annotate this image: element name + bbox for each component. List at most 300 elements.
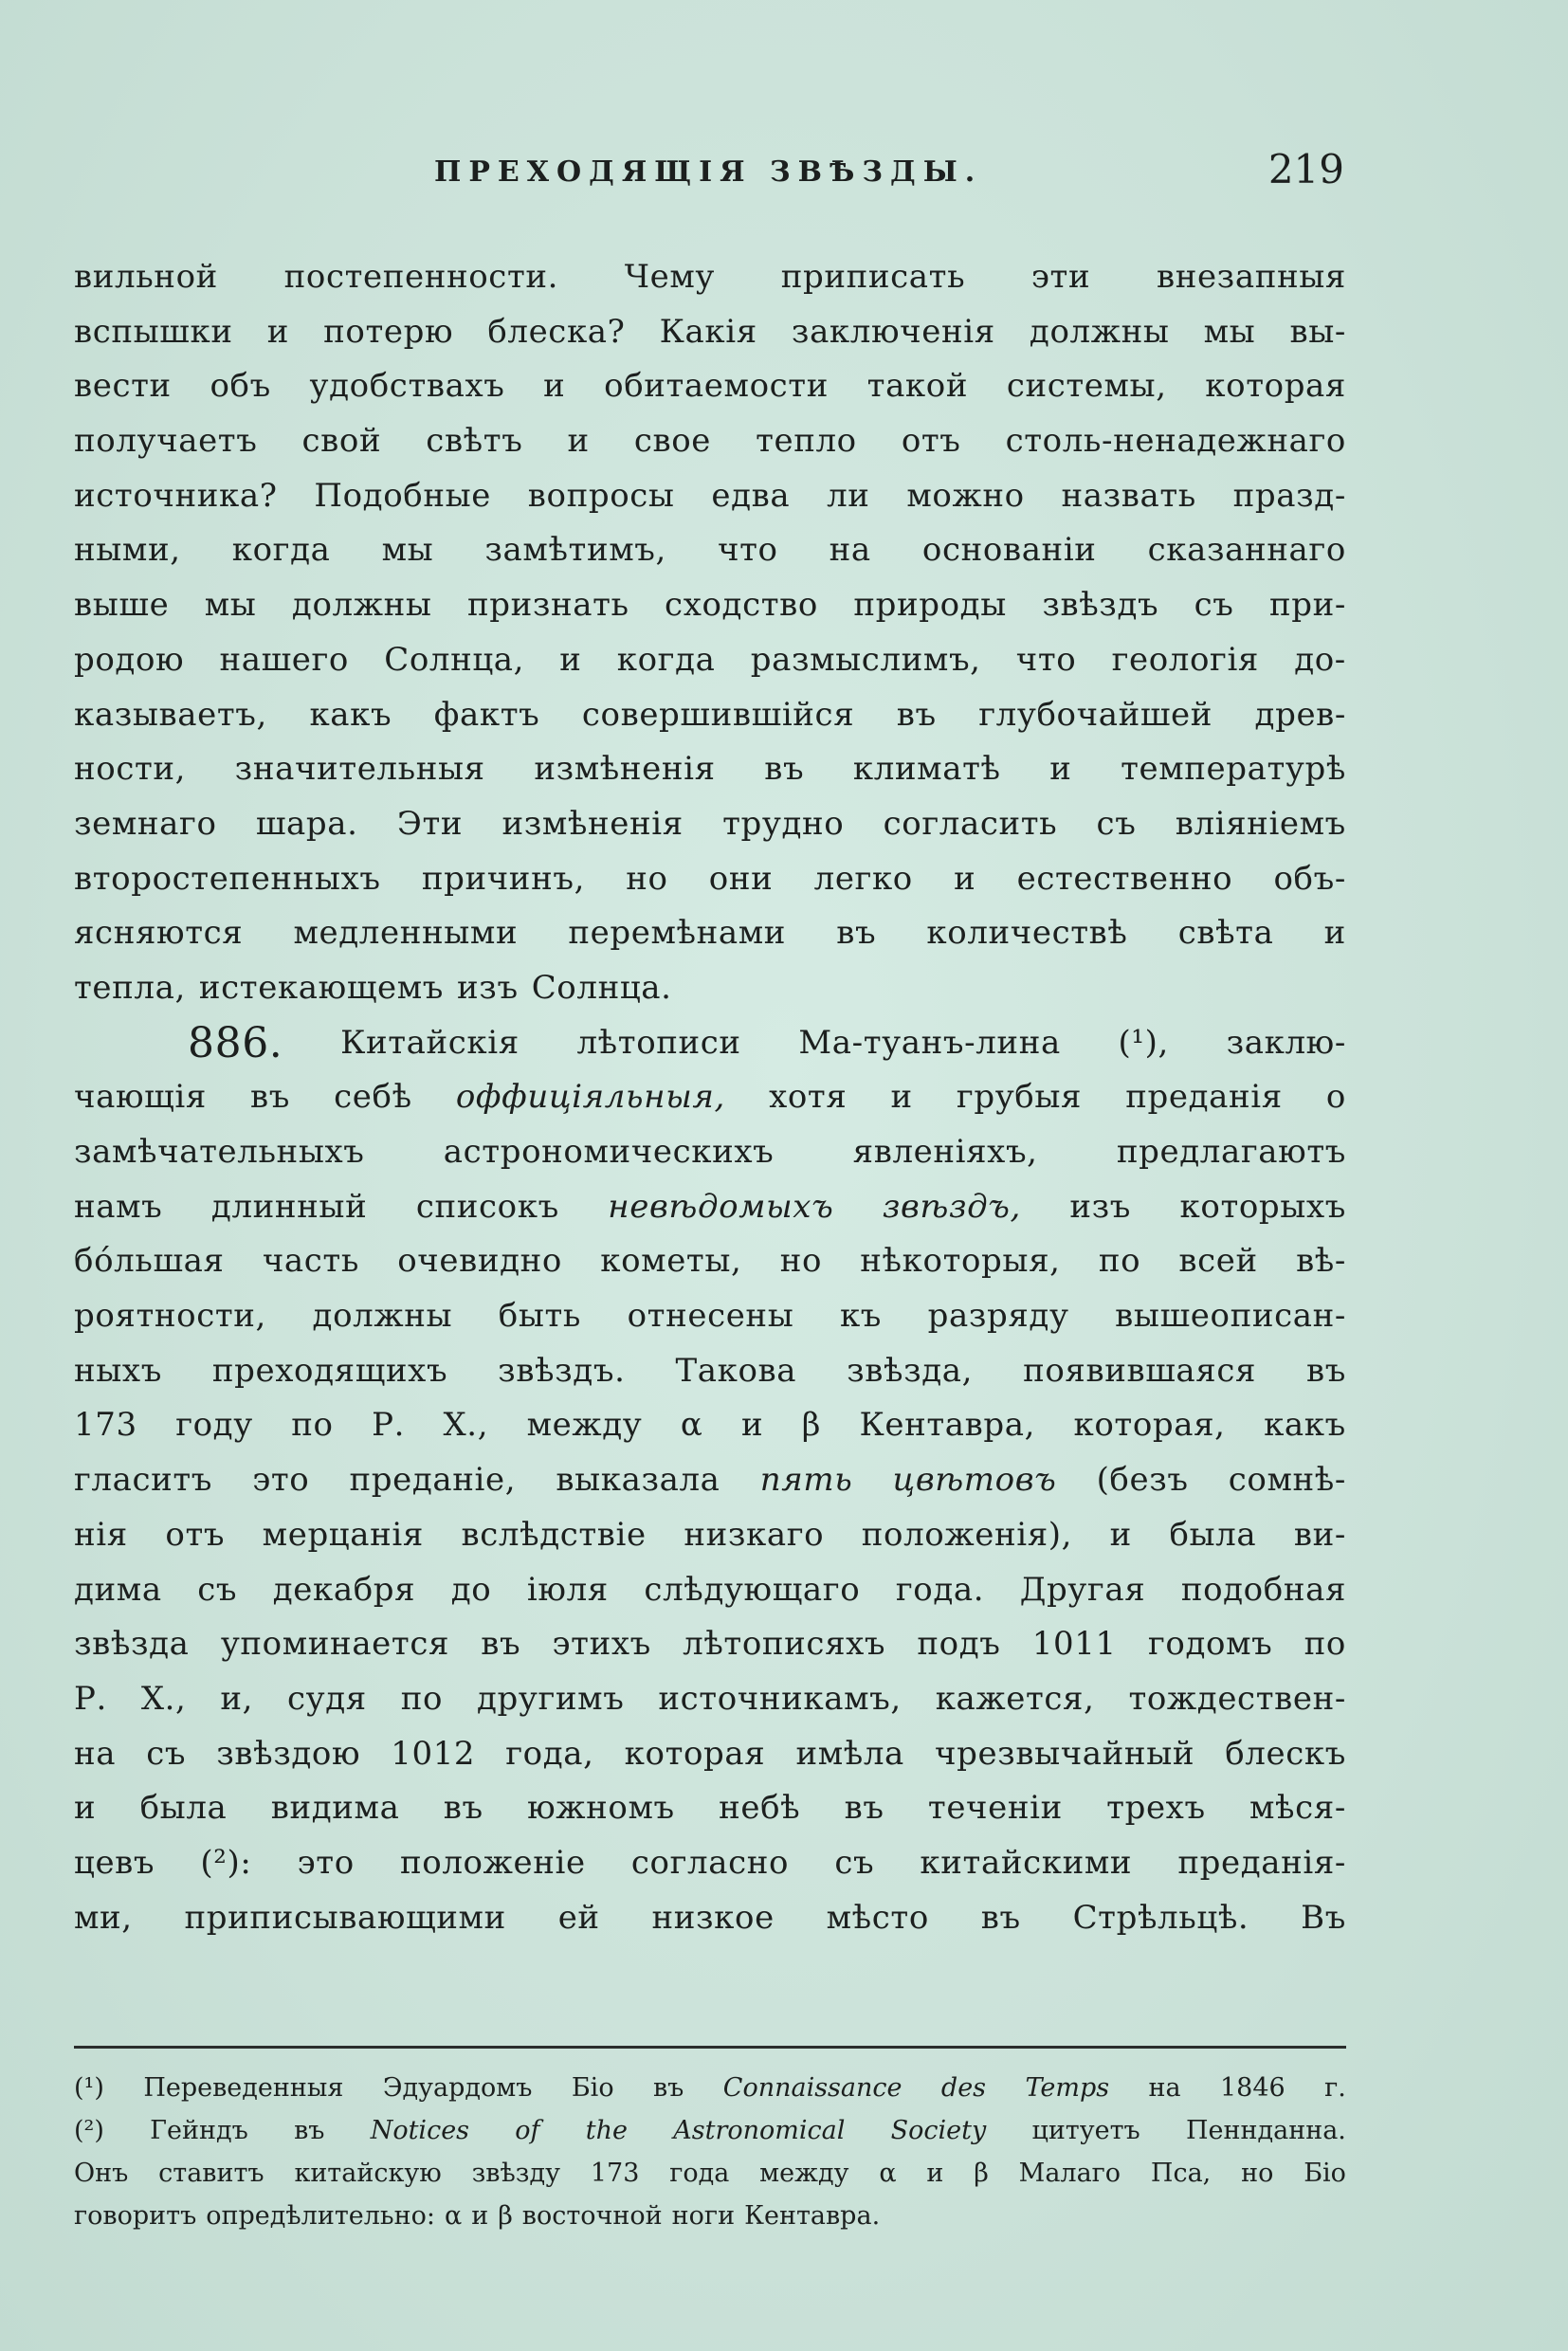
word: ныхъ xyxy=(74,1351,162,1390)
word: о xyxy=(1325,1078,1346,1117)
word: должны xyxy=(312,1297,453,1336)
word: Какія xyxy=(659,312,757,351)
word: преданіе, xyxy=(349,1461,517,1500)
body-line xyxy=(74,1344,1346,1399)
word: что xyxy=(718,531,778,570)
word: звѣзда xyxy=(74,1625,190,1664)
word: ноги xyxy=(671,2201,736,2231)
word: и xyxy=(567,422,590,461)
word: нѣкоторыя, xyxy=(860,1242,1061,1281)
word: когда xyxy=(231,531,331,570)
word: чрезвычайный xyxy=(935,1734,1195,1773)
word: это xyxy=(297,1843,355,1882)
word: хотя xyxy=(769,1078,848,1117)
word: предлагаютъ xyxy=(1116,1133,1346,1171)
word: разряду xyxy=(927,1297,1069,1336)
word: выше xyxy=(74,586,170,625)
word: и xyxy=(740,1406,764,1445)
word: эти xyxy=(1030,258,1091,296)
running-title: ПРЕХОДЯЩІЯ ЗВѢЗДЫ. xyxy=(434,155,983,189)
word: свой xyxy=(301,422,382,461)
word: блеска? xyxy=(487,312,626,351)
word: признать xyxy=(466,586,629,625)
word: значительныя xyxy=(234,750,485,789)
word: мы xyxy=(1203,312,1256,351)
word: вопросы xyxy=(527,476,675,515)
word: причинъ, xyxy=(421,859,585,898)
word: звѣздъ. xyxy=(498,1351,626,1390)
word: какъ xyxy=(309,695,392,734)
word: до- xyxy=(1294,640,1346,679)
word: въ xyxy=(443,1789,483,1828)
word: роятности, xyxy=(74,1297,266,1336)
word: the xyxy=(585,2116,628,2145)
word: лѣтописяхъ xyxy=(683,1625,886,1664)
word: по xyxy=(1098,1242,1141,1281)
word: на xyxy=(74,1734,117,1773)
word: трехъ xyxy=(1106,1789,1206,1828)
paragraph-number: 886. xyxy=(188,1018,283,1067)
word: положенія), xyxy=(861,1515,1073,1554)
word: преданія- xyxy=(1177,1843,1346,1882)
body-line xyxy=(74,1289,1346,1344)
word: назвать xyxy=(1061,476,1196,515)
word: намъ xyxy=(74,1187,163,1226)
word: грубыя xyxy=(956,1078,1083,1117)
body-line xyxy=(74,1563,1346,1618)
word: климатѣ xyxy=(852,750,1001,789)
word: Такова xyxy=(675,1351,797,1390)
body-line xyxy=(74,633,1346,688)
word: объ- xyxy=(1273,859,1346,898)
word: Біо xyxy=(571,2073,614,2103)
word: обитаемости xyxy=(604,367,829,406)
word: цитуетъ xyxy=(1031,2116,1140,2145)
word: Другая xyxy=(1019,1570,1146,1609)
word: невѣдомыхъ xyxy=(608,1187,834,1226)
word: (¹) xyxy=(74,2073,104,2103)
word: сходство xyxy=(665,586,818,625)
word: подъ xyxy=(917,1625,1001,1664)
word: природы xyxy=(853,586,1007,625)
word: оффиціяльныя, xyxy=(455,1078,725,1117)
word: свое xyxy=(633,422,712,461)
word: была xyxy=(139,1789,228,1828)
page-header xyxy=(74,142,1344,199)
word: очевидно xyxy=(397,1242,562,1281)
word: Солнца, xyxy=(384,640,525,679)
word: шара. xyxy=(255,804,358,843)
body-line xyxy=(74,906,1346,961)
word: выказала xyxy=(556,1461,720,1500)
word: подобная xyxy=(1180,1570,1346,1609)
footnote-separator xyxy=(74,2046,1346,2049)
word: (безъ xyxy=(1096,1461,1189,1500)
word: приписать xyxy=(780,258,966,296)
word: по xyxy=(400,1679,444,1718)
word: Гейндъ xyxy=(150,2116,248,2145)
word: кометы, xyxy=(600,1242,742,1281)
body-line xyxy=(74,961,1346,1016)
word: основаніи xyxy=(921,531,1097,570)
word: при- xyxy=(1268,586,1346,625)
word: 173 xyxy=(74,1406,137,1445)
word: нія xyxy=(74,1515,128,1554)
word: кажется, xyxy=(935,1679,1095,1718)
word: едва xyxy=(711,476,791,515)
word: можно xyxy=(906,476,1025,515)
word: вести xyxy=(74,367,172,406)
word: Кентавра, xyxy=(859,1406,1035,1445)
word: постепенности. xyxy=(283,258,559,296)
word: Х., xyxy=(140,1679,187,1718)
word: это xyxy=(252,1461,310,1500)
word: мѣсто xyxy=(826,1898,929,1937)
word: вышеописан- xyxy=(1115,1297,1346,1336)
word: замѣчательныхъ xyxy=(74,1133,365,1171)
body-line xyxy=(74,1234,1346,1289)
word: преданія xyxy=(1125,1078,1283,1117)
word: Переведенныя xyxy=(143,2073,344,2103)
word: Connaissance xyxy=(722,2073,903,2103)
word: системы, xyxy=(1006,367,1167,406)
word: сказаннаго xyxy=(1147,531,1346,570)
word: небѣ xyxy=(719,1789,801,1828)
word: мы xyxy=(381,531,434,570)
word: Р. xyxy=(372,1406,406,1445)
footnotes xyxy=(74,2067,1346,2237)
word: восточной xyxy=(521,2201,663,2231)
word: объ xyxy=(210,367,271,406)
word: но xyxy=(626,859,668,898)
word: ми, xyxy=(74,1898,133,1937)
word: Society xyxy=(890,2116,987,2145)
word: 1012 xyxy=(391,1734,476,1773)
word: вспышки xyxy=(74,312,233,351)
word: Стрѣльцѣ. xyxy=(1072,1898,1249,1937)
footnote-line xyxy=(74,2152,1346,2195)
word: фактъ xyxy=(433,695,540,734)
word: звѣздъ, xyxy=(882,1187,1021,1226)
word: (¹), xyxy=(1118,1023,1169,1062)
word: теченіи xyxy=(927,1789,1063,1828)
word: of xyxy=(515,2116,540,2145)
word: въ xyxy=(294,2116,325,2145)
word: къ xyxy=(839,1297,883,1336)
word: тепла, xyxy=(74,968,186,1007)
word: ясняются xyxy=(74,914,244,953)
word: въ xyxy=(764,750,805,789)
word: β xyxy=(801,1406,821,1445)
footnote-line xyxy=(74,2067,1346,2109)
word: китайскими xyxy=(920,1843,1133,1882)
word: Эдуардомъ xyxy=(382,2073,533,2103)
word: замѣтимъ, xyxy=(484,531,666,570)
word: вслѣдствіе xyxy=(461,1515,647,1554)
body-line xyxy=(74,1617,1346,1672)
word: и xyxy=(74,1789,97,1828)
footnote-line xyxy=(74,2109,1346,2152)
word: Онъ xyxy=(74,2159,129,2188)
word: древ- xyxy=(1254,695,1346,734)
word: звѣзда, xyxy=(847,1351,974,1390)
word: 173 xyxy=(590,2159,640,2188)
body-line xyxy=(74,1508,1346,1563)
word: (²) xyxy=(74,2116,104,2145)
word: должны xyxy=(291,586,432,625)
word: заключенія xyxy=(791,312,995,351)
body-line xyxy=(74,1016,1346,1071)
word: α xyxy=(444,2201,463,2231)
word: этихъ xyxy=(552,1625,651,1664)
word: изъ xyxy=(457,968,519,1007)
word: Х., xyxy=(443,1406,489,1445)
word: года. xyxy=(895,1570,985,1609)
word: г. xyxy=(1324,2073,1346,2103)
word: вліяніемъ xyxy=(1175,804,1346,843)
word: трудно xyxy=(722,804,845,843)
word: которыхъ xyxy=(1179,1187,1346,1226)
word: Кентавра. xyxy=(744,2201,881,2231)
word: была xyxy=(1169,1515,1257,1554)
word: удобствахъ xyxy=(309,367,505,406)
word: года xyxy=(669,2159,730,2188)
word: 1011 xyxy=(1031,1625,1117,1664)
word: лѣтописи xyxy=(576,1023,741,1062)
word: согласно xyxy=(630,1843,790,1882)
word: естественно xyxy=(1016,859,1233,898)
body-line xyxy=(74,1781,1346,1836)
body-line xyxy=(74,1125,1346,1180)
word: согласить xyxy=(883,804,1058,843)
word: мѣся- xyxy=(1249,1789,1346,1828)
word: опредѣлительно: xyxy=(206,2201,435,2231)
word: гласитъ xyxy=(74,1461,213,1500)
word: Astronomical xyxy=(673,2116,846,2145)
word: годомъ xyxy=(1147,1625,1273,1664)
word: источника? xyxy=(74,476,278,515)
body-line xyxy=(74,1070,1346,1125)
word: положеніе xyxy=(400,1843,586,1882)
word: Эти xyxy=(396,804,464,843)
word: β xyxy=(498,2201,513,2231)
word: Въ xyxy=(1301,1898,1346,1937)
word: какъ xyxy=(1264,1406,1346,1445)
word: такой xyxy=(866,367,969,406)
body-line xyxy=(74,797,1346,852)
word: источникамъ, xyxy=(658,1679,902,1718)
word: себѣ xyxy=(334,1078,412,1117)
word: списокъ xyxy=(415,1187,559,1226)
footnote-line xyxy=(74,2195,1346,2237)
word: съ xyxy=(1096,804,1137,843)
word: ли xyxy=(827,476,870,515)
word: съ xyxy=(834,1843,875,1882)
body-line xyxy=(74,1453,1346,1508)
word: говоритъ xyxy=(74,2201,197,2231)
word: звѣзду xyxy=(471,2159,561,2188)
body-line xyxy=(74,688,1346,743)
word: въ xyxy=(980,1898,1021,1937)
word: появившаяся xyxy=(1023,1351,1257,1390)
word: астрономическихъ xyxy=(443,1133,775,1171)
word: получаетъ xyxy=(74,422,258,461)
word: и xyxy=(890,1078,913,1117)
word: Temps xyxy=(1025,2073,1110,2103)
word: въ xyxy=(836,914,877,953)
word: въ xyxy=(844,1789,884,1828)
word: съ xyxy=(146,1734,187,1773)
word: упоминается xyxy=(220,1625,450,1664)
word: количествѣ xyxy=(926,914,1128,953)
word: звѣздою xyxy=(216,1734,361,1773)
word: Notices xyxy=(370,2116,470,2145)
word: которая xyxy=(1205,367,1346,406)
word: цвѣтовъ xyxy=(892,1461,1057,1500)
word: перемѣнами xyxy=(568,914,787,953)
word: казываетъ, xyxy=(74,695,267,734)
word: сомнѣ- xyxy=(1228,1461,1346,1500)
word: преходящихъ xyxy=(211,1351,448,1390)
word: α xyxy=(879,2159,897,2188)
word: чающія xyxy=(74,1078,207,1117)
word: должны xyxy=(1029,312,1170,351)
word: свѣтъ xyxy=(426,422,523,461)
word: іюля xyxy=(526,1570,609,1609)
word: ными, xyxy=(74,531,181,570)
word: медленными xyxy=(293,914,519,953)
word: имѣла xyxy=(795,1734,904,1773)
word: α xyxy=(680,1406,703,1445)
word: Пеннданна. xyxy=(1185,2116,1346,2145)
word: Солнца. xyxy=(531,968,672,1007)
word: съ xyxy=(1194,586,1234,625)
word: вильной xyxy=(74,258,218,296)
word: измѣненія xyxy=(501,804,684,843)
word: дима xyxy=(74,1570,162,1609)
word: отъ xyxy=(901,422,961,461)
word: совершившійся xyxy=(581,695,855,734)
word: между xyxy=(759,2159,849,2188)
word: слѣдующаго xyxy=(644,1570,861,1609)
word: Подобные xyxy=(314,476,491,515)
word: и xyxy=(926,2159,944,2188)
word: между xyxy=(526,1406,643,1445)
word: на xyxy=(829,531,871,570)
word: Біо xyxy=(1304,2159,1346,2188)
word: земнаго xyxy=(74,804,217,843)
word: отъ xyxy=(165,1515,226,1554)
word: столь-ненадежнаго xyxy=(1005,422,1346,461)
body-line xyxy=(74,852,1346,907)
word: въ xyxy=(481,1625,521,1664)
word: блескъ xyxy=(1225,1734,1346,1773)
word: всей xyxy=(1178,1242,1258,1281)
word: ности, xyxy=(74,750,187,789)
word: длинный xyxy=(210,1187,368,1226)
body-line xyxy=(74,1398,1346,1453)
body-text xyxy=(74,250,1346,1945)
word: мы xyxy=(204,586,257,625)
word: которая, xyxy=(1073,1406,1226,1445)
word: что xyxy=(1015,640,1077,679)
word: ви- xyxy=(1293,1515,1346,1554)
word: они xyxy=(708,859,774,898)
word: Р. xyxy=(74,1679,107,1718)
word: и xyxy=(1323,914,1346,953)
word: и xyxy=(559,640,582,679)
word: вы- xyxy=(1289,312,1346,351)
word: по xyxy=(291,1406,334,1445)
body-line xyxy=(74,250,1346,305)
word: до xyxy=(450,1570,492,1609)
word: изъ xyxy=(1069,1187,1132,1226)
word: глубочайшей xyxy=(978,695,1213,734)
word: ей xyxy=(557,1898,600,1937)
word: явленіяхъ, xyxy=(852,1133,1038,1171)
word: Чему xyxy=(624,258,716,296)
body-line xyxy=(74,1836,1346,1891)
word: des xyxy=(940,2073,987,2103)
word: по xyxy=(1304,1625,1346,1664)
word: низкое xyxy=(651,1898,775,1937)
word: быть xyxy=(498,1297,582,1336)
page-number: 219 xyxy=(1267,146,1344,192)
word: измѣненія xyxy=(534,750,716,789)
body-line xyxy=(74,1672,1346,1727)
word: декабря xyxy=(272,1570,416,1609)
word: видима xyxy=(270,1789,400,1828)
word: родою xyxy=(74,640,185,679)
word: нашего xyxy=(219,640,349,679)
word: празд- xyxy=(1232,476,1346,515)
word: въ xyxy=(896,695,937,734)
word: въ xyxy=(250,1078,291,1117)
word: и xyxy=(954,859,976,898)
word: потерю xyxy=(323,312,454,351)
word: геологія xyxy=(1111,640,1259,679)
word: Китайскія xyxy=(340,1023,520,1062)
body-line xyxy=(74,742,1346,797)
body-line xyxy=(74,1727,1346,1782)
word: и, xyxy=(220,1679,254,1718)
word: низкаго xyxy=(684,1515,825,1554)
body-line xyxy=(74,523,1346,578)
word: и xyxy=(543,367,566,406)
word: приписывающими xyxy=(184,1898,506,1937)
word: второстепенныхъ xyxy=(74,859,381,898)
word: звѣздъ xyxy=(1042,586,1159,625)
word: заклю- xyxy=(1226,1023,1346,1062)
word: но xyxy=(779,1242,823,1281)
word: съ xyxy=(197,1570,238,1609)
word: Малаго xyxy=(1018,2159,1121,2188)
word: и xyxy=(1109,1515,1132,1554)
word: и xyxy=(266,312,290,351)
word: ставитъ xyxy=(158,2159,264,2188)
word: 1846 xyxy=(1220,2073,1285,2103)
word: тепло xyxy=(756,422,857,461)
word: и xyxy=(471,2201,489,2231)
word: которая xyxy=(624,1734,766,1773)
body-line xyxy=(74,359,1346,414)
word: бóльшая xyxy=(74,1242,225,1281)
word: (²): xyxy=(200,1843,252,1882)
word: истекающемъ xyxy=(198,968,445,1007)
word: вѣ- xyxy=(1296,1242,1346,1281)
body-line xyxy=(74,305,1346,360)
word: Пса, xyxy=(1150,2159,1212,2188)
